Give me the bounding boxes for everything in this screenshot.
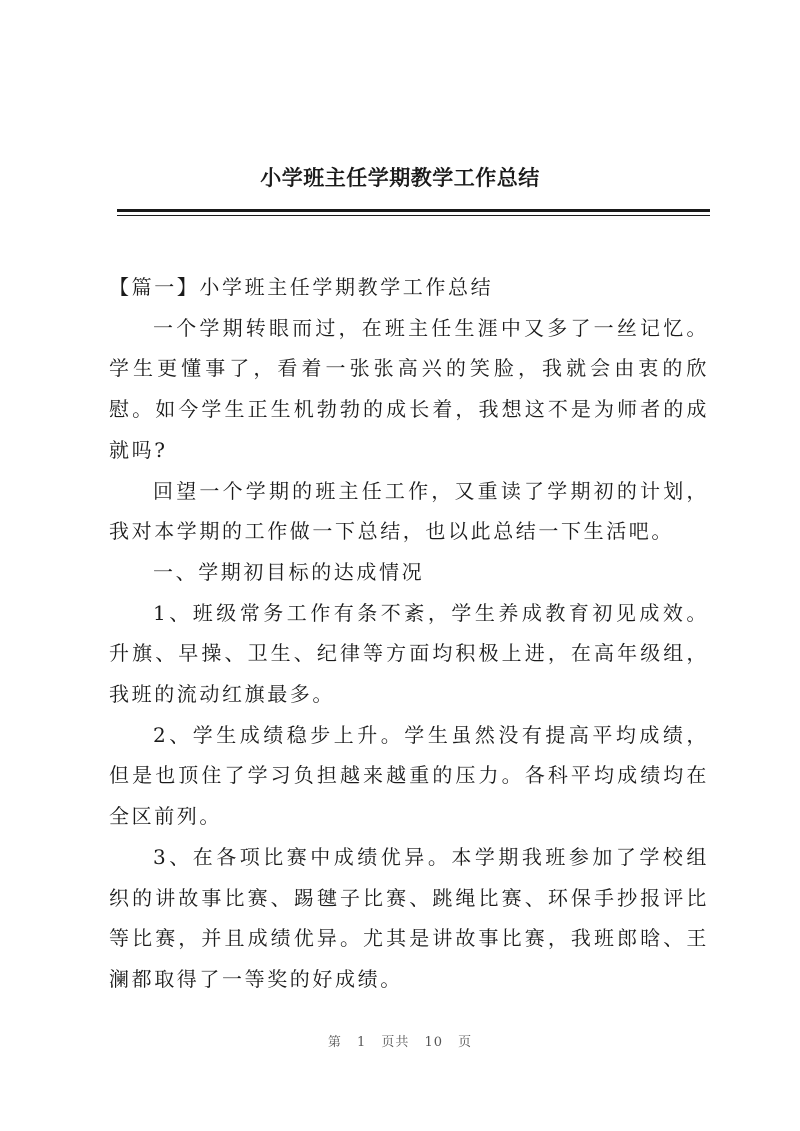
title-divider bbox=[117, 209, 710, 212]
document-body bbox=[109, 267, 709, 1000]
title-divider-thin bbox=[117, 215, 710, 216]
list-item: 2、学生成绩稳步上升。学生虽然没有提高平均成绩，但是也顶住了学习负担越来越重的压力。各科平均成绩均在全区前列。 bbox=[109, 722, 709, 829]
subsection-heading: 一、学期初目标的达成情况 bbox=[153, 559, 425, 584]
paragraph: 一个学期转眼而过，在班主任生涯中又多了一丝记忆。学生更懂事了，看着一张张高兴的笑脸，我就会由衷的欣慰。如今学生正生机勃勃的成长着，我想这不是为师者的成就吗? bbox=[109, 315, 709, 462]
page-footer: 第 1 页共 10 页 bbox=[327, 1035, 473, 1050]
list-item: 1、班级常务工作有条不紊，学生养成教育初见成效。升旗、早操、卫生、纪律等方面均积极上进，在高年级组，我班的流动红旗最多。 bbox=[109, 600, 709, 707]
list-item: 3、在各项比赛中成绩优异。本学期我班参加了学校组织的讲故事比赛、踢毽子比赛、跳绳比赛、环保手抄报评比等比赛，并且成绩优异。尤其是讲故事比赛，我班郎晗、王澜都取得了一等奖的好成绩。 bbox=[109, 844, 709, 991]
paragraph: 回望一个学期的班主任工作，又重读了学期初的计划，我对本学期的工作做一下总结，也以此总结一下生活吧。 bbox=[109, 478, 709, 544]
document-title: 小学班主任学期教学工作总结 bbox=[260, 166, 540, 190]
section-heading: 【篇一】小学班主任学期教学工作总结 bbox=[109, 275, 494, 299]
